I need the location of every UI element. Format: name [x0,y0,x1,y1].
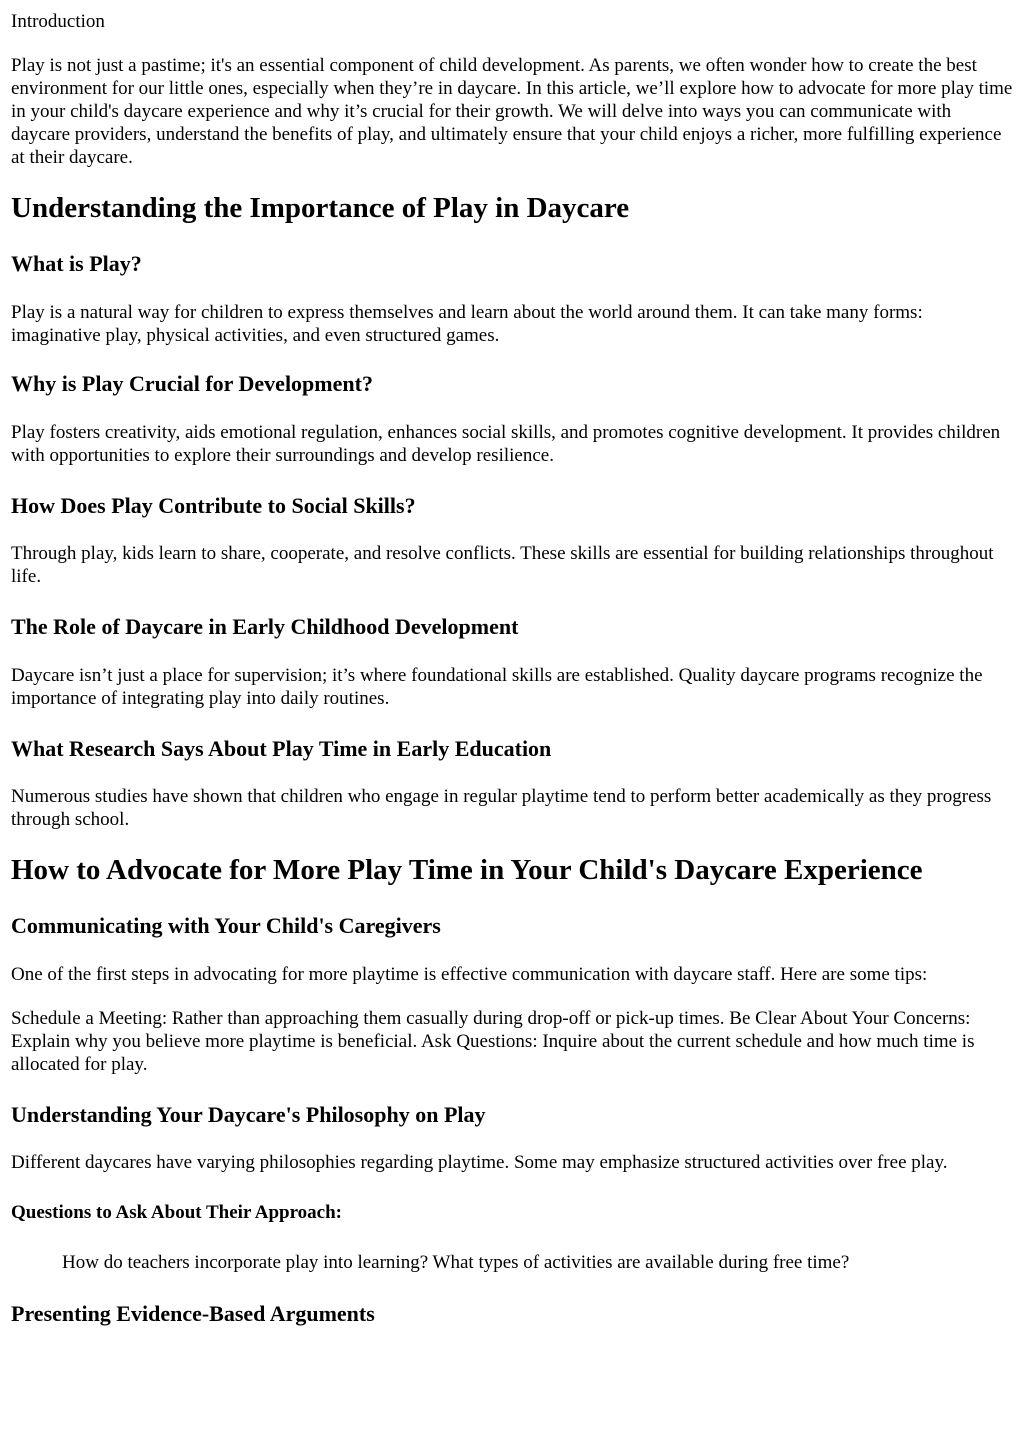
text-communication-tips: Schedule a Meeting: Rather than approaching them casually during drop-off or pick-up times. Be Clear About Your Concerns: Explain why you believe more playtime is beneficial. Ask Questions: Inquire about the current schedule and how much time is allocated for play. [11,1008,975,1075]
text-communicating: One of the first steps in advocating for more playtime is effective communication with daycare staff. Here are some tips: [11,964,928,985]
text-research: Numerous studies have shown that children who engage in regular playtime tend to perform better academically as they progress through school. [11,786,992,830]
heading-evidence: Presenting Evidence-Based Arguments [11,1301,375,1326]
section-heading-advocate: How to Advocate for More Play Time in Your Child's Daycare Experience [11,854,923,886]
text-daycare-role: Daycare isn’t just a place for supervision; it’s where foundational skills are established. Quality daycare programs recognize the importance of integrating play into daily routines. [11,665,983,709]
text-why-play-crucial: Play fosters creativity, aids emotional regulation, enhances social skills, and promotes cognitive development. It provides children with opportunities to explore their surroundings and develop resilience. [11,422,1001,466]
intro-label: Introduction [11,11,105,32]
text-philosophy: Different daycares have varying philosophies regarding playtime. Some may emphasize structured activities over free play. [11,1152,948,1173]
heading-social-skills: How Does Play Contribute to Social Skills? [11,493,416,518]
heading-questions: Questions to Ask About Their Approach: [11,1202,343,1223]
heading-daycare-role: The Role of Daycare in Early Childhood Development [11,614,519,639]
heading-research: What Research Says About Play Time in Early Education [11,736,552,761]
heading-philosophy: Understanding Your Daycare's Philosophy on Play [11,1102,486,1127]
heading-why-play-crucial: Why is Play Crucial for Development? [11,371,373,396]
heading-what-is-play: What is Play? [11,251,142,276]
text-social-skills: Through play, kids learn to share, cooperate, and resolve conflicts. These skills are essential for building relationships throughout life. [11,543,994,587]
text-what-is-play: Play is a natural way for children to express themselves and learn about the world around them. It can take many forms: imaginative play, physical activities, and even structured games. [11,302,923,346]
heading-communicating: Communicating with Your Child's Caregivers [11,913,441,938]
intro-paragraph: Play is not just a pastime; it's an essential component of child development. As parents, we often wonder how to create the best environment for our little ones, especially when they’re in daycare. In this article, we’ll explore how to advocate for more play time in your child's daycare experience and why it’s crucial for their growth. We will delve into ways you can communicate with daycare providers, understand the benefits of play, and ultimately ensure that your child enjoys a richer, more fulfilling experience at their daycare. [11,55,1013,168]
section-heading-importance: Understanding the Importance of Play in Daycare [11,192,630,224]
questions-list: How do teachers incorporate play into learning? What types of activities are available during free time? [62,1252,850,1273]
